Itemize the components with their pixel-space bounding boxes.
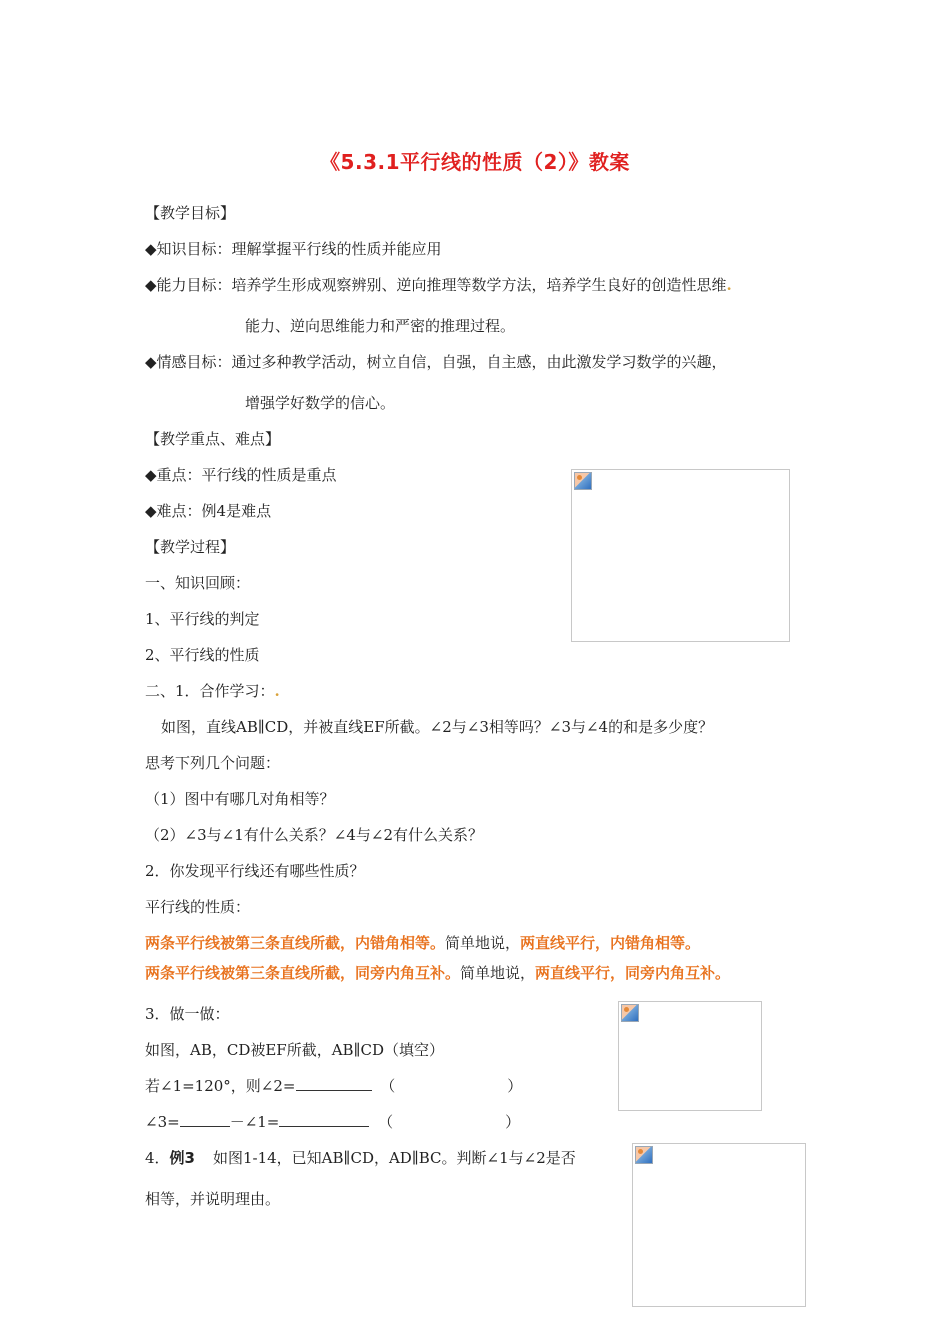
- blank-angle-2[interactable]: [296, 1076, 372, 1091]
- fill-1-open: （: [380, 1077, 396, 1095]
- process-header: 【教学过程】: [145, 538, 236, 556]
- blank-angle-3-result[interactable]: [279, 1112, 369, 1127]
- broken-image-icon: [621, 1004, 639, 1022]
- fill-line-1: [145, 1076, 522, 1096]
- example-line: [145, 1148, 576, 1168]
- question-think: 思考下列几个问题：: [145, 754, 281, 772]
- fill-2-minus: －∠1=: [229, 1113, 280, 1131]
- do-it-heading: 3．做一做：: [145, 1005, 230, 1023]
- example-number: 4．: [145, 1149, 170, 1167]
- review-item-1: 1、平行线的判定: [145, 610, 260, 628]
- question-intro: 如图，直线AB∥CD，并被直线EF所截。∠2与∠3相等吗？∠3与∠4的和是多少度？: [161, 718, 714, 736]
- goal-ability-text: ◆能力目标：培养学生形成观察辨别、逆向推理等数学方法，培养学生良好的创造性思维: [145, 276, 727, 294]
- fill-1-close: ）: [507, 1077, 523, 1095]
- key-point: ◆重点：平行线的性质是重点: [145, 466, 337, 484]
- goal-ability: [145, 275, 732, 295]
- fill-2-open: （: [378, 1113, 394, 1131]
- goals-header: 【教学目标】: [145, 204, 236, 222]
- property-label: 平行线的性质：: [145, 898, 251, 916]
- figure-box-2: [618, 1001, 762, 1111]
- blank-angle-3[interactable]: [180, 1112, 230, 1127]
- marker-dot: .: [726, 276, 732, 294]
- review-heading: 一、知识回顾：: [145, 574, 251, 592]
- property-2-statement: 两条平行线被第三条直线所截，同旁内角互补。: [145, 964, 461, 982]
- coop-heading: [145, 681, 280, 701]
- fill-line-2: [145, 1112, 520, 1132]
- review-item-2: 2、平行线的性质: [145, 646, 260, 664]
- property-1: [145, 933, 700, 953]
- property-1-simple: 简单地说，: [445, 934, 521, 952]
- discover-question: 2．你发现平行线还有哪些性质？: [145, 862, 365, 880]
- question-a: （1）图中有哪几对角相等？: [145, 790, 335, 808]
- figure-box-1: [571, 469, 790, 642]
- goal-emotion-cont: 增强学好数学的信心。: [245, 394, 396, 412]
- goal-knowledge: ◆知识目标：理解掌握平行线的性质并能应用: [145, 240, 442, 258]
- goal-ability-cont: 能力、逆向思维能力和严密的推理过程。: [245, 317, 516, 335]
- broken-image-icon: [574, 472, 592, 490]
- goal-emotion: ◆情感目标：通过多种教学活动，树立自信，自强，自主感，由此激发学习数学的兴趣，: [145, 353, 727, 371]
- question-b: （2）∠3与∠1有什么关系？∠4与∠2有什么关系？: [145, 826, 483, 844]
- page-title: 《5.3.1平行线的性质（2）》教案: [320, 150, 630, 174]
- figure-box-3: [632, 1143, 806, 1307]
- property-2: [145, 963, 730, 983]
- property-2-short: 两直线平行，同旁内角互补。: [535, 964, 731, 982]
- fill-1-text: 若∠1=120°，则∠2=: [145, 1077, 296, 1095]
- fill-2-close: ）: [505, 1113, 521, 1131]
- example-line-2: 相等，并说明理由。: [145, 1190, 281, 1208]
- marker-dot: .: [274, 682, 280, 700]
- property-1-short: 两直线平行，内错角相等。: [520, 934, 701, 952]
- broken-image-icon: [635, 1146, 653, 1164]
- coop-text: 二、1．合作学习：: [145, 682, 275, 700]
- property-1-statement: 两条平行线被第三条直线所截，内错角相等。: [145, 934, 446, 952]
- do-it-description: 如图，AB，CD被EF所截，AB∥CD（填空）: [145, 1041, 445, 1059]
- example-label: 例3: [169, 1149, 195, 1167]
- difficult-point: ◆难点：例4是难点: [145, 502, 272, 520]
- property-2-simple: 简单地说，: [460, 964, 536, 982]
- key-header: 【教学重点、难点】: [145, 430, 281, 448]
- example-text: 如图1-14，已知AB∥CD，AD∥BC。判断∠1与∠2是否: [212, 1149, 576, 1167]
- fill-2-text: ∠3=: [145, 1113, 180, 1131]
